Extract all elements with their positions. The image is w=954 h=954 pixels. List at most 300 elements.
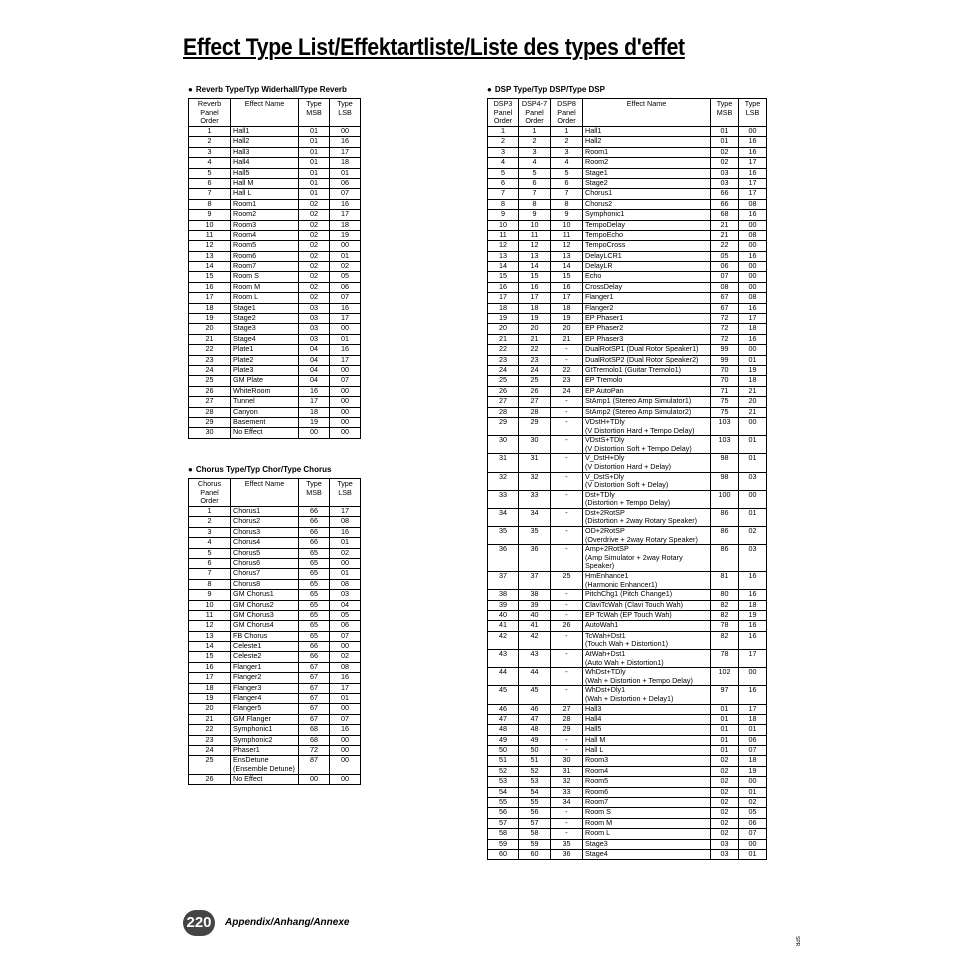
table-cell: 59	[488, 839, 519, 849]
table-cell: 66	[299, 517, 330, 527]
table-row	[189, 774, 361, 784]
table-row	[189, 314, 361, 324]
table-cell: 5	[189, 548, 231, 558]
table-cell: 01	[330, 569, 361, 579]
table-cell: 87	[299, 756, 330, 774]
table-cell: 49	[519, 735, 551, 745]
table-cell: 21	[711, 220, 739, 230]
table-cell: 02	[711, 158, 739, 168]
table-cell: 05	[330, 610, 361, 620]
table-cell: 65	[299, 610, 330, 620]
table-cell	[583, 417, 711, 435]
table-cell: Symphonic1	[583, 210, 711, 220]
table-cell: 11	[189, 230, 231, 240]
table-row	[488, 282, 767, 292]
table-row	[488, 314, 767, 324]
table-row	[189, 199, 361, 209]
table-row	[488, 251, 767, 261]
table-cell: 82	[711, 611, 739, 621]
table-cell: 11	[488, 230, 519, 240]
table-cell: PitchChg1 (Pitch Change1)	[583, 590, 711, 600]
table-cell: Stage1	[583, 168, 711, 178]
table-cell: 1	[551, 127, 583, 137]
table-cell: Room3	[231, 220, 299, 230]
table-cell: 34	[488, 508, 519, 526]
table-cell: 16	[189, 282, 231, 292]
table-cell: No Effect	[231, 428, 299, 438]
table-cell: 24	[189, 365, 231, 375]
cell-line: (Distortion + 2way Rotary Speaker)	[585, 516, 698, 526]
cell-line: (Harmonic Enhancer1)	[585, 579, 658, 589]
table-cell: 24	[189, 745, 231, 755]
table-cell: Hall1	[231, 127, 299, 137]
table-cell: 46	[488, 704, 519, 714]
table-row	[189, 590, 361, 600]
table-cell: -	[551, 545, 583, 572]
table-cell: Plate1	[231, 345, 299, 355]
table-cell: 00	[739, 668, 767, 686]
table-cell: Symphonic1	[231, 725, 299, 735]
table-row	[488, 818, 767, 828]
table-cell: 01	[739, 725, 767, 735]
table-cell: 17	[739, 314, 767, 324]
table-cell: 03	[299, 334, 330, 344]
table-cell: -	[551, 590, 583, 600]
table-cell: 27	[551, 704, 583, 714]
table-cell: 19	[330, 230, 361, 240]
table-cell: 6	[488, 178, 519, 188]
table-cell: 53	[488, 777, 519, 787]
table-row	[488, 293, 767, 303]
table-cell: 36	[551, 850, 583, 860]
cell-line: TcWah+Dst1	[585, 631, 626, 640]
table-cell: 6	[189, 558, 231, 568]
table-cell: 00	[739, 282, 767, 292]
table-cell: Hall4	[231, 158, 299, 168]
table-cell: 02	[330, 548, 361, 558]
table-cell: 01	[711, 127, 739, 137]
table-cell: -	[551, 472, 583, 490]
cell-line: V_DstH+Dly	[585, 453, 625, 463]
table-cell: 17	[330, 314, 361, 324]
table-cell: 67	[299, 673, 330, 683]
table-cell: 10	[189, 220, 231, 230]
table-cell: 08	[739, 199, 767, 209]
table-cell: 86	[711, 527, 739, 545]
table-cell: 28	[189, 407, 231, 417]
table-cell: 33	[488, 490, 519, 508]
table-cell: 16	[299, 386, 330, 396]
table-cell: 02	[739, 798, 767, 808]
table-row	[488, 137, 767, 147]
cell-line: VDstS+TDly	[585, 435, 625, 445]
table-cell: -	[551, 631, 583, 649]
table-cell: 07	[739, 829, 767, 839]
table-cell: -	[551, 611, 583, 621]
table-row	[488, 649, 767, 667]
table-cell: Room4	[231, 230, 299, 240]
table-cell: Flanger4	[231, 694, 299, 704]
table-cell: 01	[739, 787, 767, 797]
table-cell: 16	[739, 572, 767, 590]
table-cell: 60	[519, 850, 551, 860]
table-row	[189, 178, 361, 188]
header-panel-order: Reverb Panel Order	[189, 99, 231, 127]
cell-line: (V Distortion Soft + Tempo Delay)	[585, 443, 692, 453]
table-cell: 02	[711, 829, 739, 839]
table-cell: EP AutoPan	[583, 386, 711, 396]
table-cell: 33	[519, 490, 551, 508]
table-cell: 18	[519, 303, 551, 313]
table-cell: 8	[551, 199, 583, 209]
table-cell: 08	[330, 517, 361, 527]
table-cell: 103	[711, 417, 739, 435]
table-cell: 51	[488, 756, 519, 766]
table-cell: 00	[330, 241, 361, 251]
table-row	[488, 199, 767, 209]
table-cell: 7	[189, 569, 231, 579]
table-cell: 16	[488, 282, 519, 292]
table-cell: 03	[711, 168, 739, 178]
chorus-section	[188, 465, 361, 785]
table-cell: StAmp2 (Stereo Amp Simulator2)	[583, 407, 711, 417]
table-cell: 03	[739, 545, 767, 572]
table-cell: Hall M	[583, 735, 711, 745]
table-row	[189, 704, 361, 714]
table-row	[488, 345, 767, 355]
table-cell: 15	[551, 272, 583, 282]
table-cell: 00	[330, 397, 361, 407]
table-cell: 03	[711, 178, 739, 188]
table-cell: 03	[711, 850, 739, 860]
table-cell: 34	[551, 798, 583, 808]
table-cell: 17	[739, 649, 767, 667]
table-row	[488, 158, 767, 168]
table-cell: 37	[519, 572, 551, 590]
table-cell: 17	[189, 673, 231, 683]
table-cell: 02	[299, 293, 330, 303]
table-cell: -	[551, 490, 583, 508]
table-cell: 17	[739, 189, 767, 199]
cell-line: WhDst+Dly1	[585, 685, 626, 695]
table-cell: 17	[739, 178, 767, 188]
table-cell: 16	[739, 303, 767, 313]
table-cell: Symphonic2	[231, 735, 299, 745]
table-cell: 02	[299, 230, 330, 240]
table-cell: Hall L	[231, 189, 299, 199]
table-row	[189, 428, 361, 438]
table-cell: 00	[299, 774, 330, 784]
table-row	[488, 454, 767, 472]
table-cell: 5	[488, 168, 519, 178]
table-cell: 11	[551, 230, 583, 240]
table-cell: 16	[739, 210, 767, 220]
table-cell: 32	[488, 472, 519, 490]
table-cell: 57	[488, 818, 519, 828]
table-cell: 31	[519, 454, 551, 472]
table-cell: 00	[739, 777, 767, 787]
table-cell: 05	[711, 251, 739, 261]
table-row	[189, 262, 361, 272]
table-row	[189, 527, 361, 537]
table-cell: 21	[711, 230, 739, 240]
table-cell: 56	[519, 808, 551, 818]
table-cell: 10	[488, 220, 519, 230]
table-cell: 03	[299, 324, 330, 334]
cell-line: Amp+2RotSP	[585, 544, 629, 554]
table-cell: -	[551, 345, 583, 355]
table-cell: Flanger2	[583, 303, 711, 313]
table-cell: 23	[189, 735, 231, 745]
table-cell: 01	[330, 694, 361, 704]
table-cell: 1	[488, 127, 519, 137]
table-row	[189, 548, 361, 558]
table-cell: 3	[551, 147, 583, 157]
table-cell: -	[551, 686, 583, 704]
table-row	[488, 839, 767, 849]
table-cell: Hall1	[583, 127, 711, 137]
table-cell: GtTremolo1 (Guitar Tremolo1)	[583, 365, 711, 375]
table-cell: 26	[488, 386, 519, 396]
table-cell: 18	[299, 407, 330, 417]
table-cell: Canyon	[231, 407, 299, 417]
table-cell	[583, 545, 711, 572]
table-cell: 75	[711, 407, 739, 417]
table-row	[488, 714, 767, 724]
table-cell: 66	[299, 652, 330, 662]
table-cell: 18	[330, 220, 361, 230]
table-cell: 02	[711, 818, 739, 828]
table-row	[488, 766, 767, 776]
table-cell: DelayLR	[583, 262, 711, 272]
header-dsp3-order: DSP3 Panel Order	[488, 99, 519, 127]
table-cell: Room6	[583, 787, 711, 797]
table-cell: 27	[488, 397, 519, 407]
table-cell: 36	[519, 545, 551, 572]
reverb-title-text: Reverb Type/Typ Widerhall/Type Reverb	[195, 85, 347, 94]
table-cell: 21	[551, 334, 583, 344]
table-cell: EP Phaser2	[583, 324, 711, 334]
header-effect-name: Effect Name	[231, 99, 299, 127]
table-cell: 30	[551, 756, 583, 766]
table-cell: Hall3	[583, 704, 711, 714]
table-row	[488, 725, 767, 735]
table-cell: 67	[711, 303, 739, 313]
table-cell: 19	[739, 365, 767, 375]
table-row	[189, 683, 361, 693]
table-row	[189, 745, 361, 755]
table-cell: TempoDelay	[583, 220, 711, 230]
table-cell: 6	[189, 178, 231, 188]
table-cell: 86	[711, 545, 739, 572]
table-cell: 16	[330, 303, 361, 313]
table-cell: 03	[711, 839, 739, 849]
table-cell: 17	[551, 293, 583, 303]
header-type-lsb: Type LSB	[330, 479, 361, 507]
dsp-title-text: DSP Type/Typ DSP/Type DSP	[494, 85, 605, 94]
table-cell: 27	[519, 397, 551, 407]
table-cell: 11	[519, 230, 551, 240]
table-cell: 20	[488, 324, 519, 334]
table-cell: 66	[711, 189, 739, 199]
table-cell: 68	[299, 735, 330, 745]
table-cell: 13	[519, 251, 551, 261]
table-cell: 27	[189, 397, 231, 407]
table-cell: 02	[711, 147, 739, 157]
table-cell: 39	[488, 600, 519, 610]
table-cell: 71	[711, 386, 739, 396]
table-cell: 55	[519, 798, 551, 808]
table-cell: 36	[488, 545, 519, 572]
table-cell: 02	[711, 766, 739, 776]
table-cell: 08	[330, 579, 361, 589]
table-row	[189, 507, 361, 517]
table-cell: CrossDelay	[583, 282, 711, 292]
header-type-lsb: Type LSB	[739, 99, 767, 127]
table-cell: 02	[330, 262, 361, 272]
table-cell: 29	[189, 417, 231, 427]
table-cell: 01	[711, 725, 739, 735]
table-cell: 03	[299, 314, 330, 324]
table-cell: 02	[299, 220, 330, 230]
table-cell: 37	[488, 572, 519, 590]
table-row	[189, 735, 361, 745]
table-cell: 14	[519, 262, 551, 272]
table-cell: 72	[711, 314, 739, 324]
table-row	[488, 527, 767, 545]
table-cell: -	[551, 397, 583, 407]
header-type-msb: Type MSB	[299, 99, 330, 127]
cell-line: Speaker)	[585, 561, 615, 571]
table-cell: 00	[330, 386, 361, 396]
table-row	[189, 334, 361, 344]
table-cell: Hall3	[231, 147, 299, 157]
table-cell: 17	[488, 293, 519, 303]
table-cell: 68	[711, 210, 739, 220]
table-cell	[583, 490, 711, 508]
table-cell: 13	[189, 631, 231, 641]
table-cell: 18	[739, 714, 767, 724]
table-cell: GM Chorus1	[231, 590, 299, 600]
table-cell: 19	[189, 314, 231, 324]
table-cell: 13	[551, 251, 583, 261]
table-row	[189, 558, 361, 568]
table-row	[488, 590, 767, 600]
table-cell: Flanger1	[583, 293, 711, 303]
table-row	[189, 579, 361, 589]
table-cell: 02	[711, 787, 739, 797]
table-cell: Stage1	[231, 303, 299, 313]
chorus-section-title	[188, 465, 361, 475]
table-row	[189, 210, 361, 220]
table-row	[488, 241, 767, 251]
table-cell: 38	[488, 590, 519, 600]
table-cell: EnsDetune (Ensemble Detune)	[231, 756, 299, 774]
table-cell: 21	[488, 334, 519, 344]
table-cell: Stage2	[583, 178, 711, 188]
table-cell	[583, 508, 711, 526]
table-cell: 55	[488, 798, 519, 808]
bullet-icon: ●	[188, 465, 193, 474]
table-cell: Room7	[231, 262, 299, 272]
chorus-table	[188, 478, 361, 785]
table-cell: Tunnel	[231, 397, 299, 407]
table-row	[488, 686, 767, 704]
table-cell: 06	[330, 621, 361, 631]
cell-line: HmEnhance1	[585, 571, 629, 581]
table-cell: 24	[519, 365, 551, 375]
table-cell: 40	[519, 611, 551, 621]
table-row	[189, 251, 361, 261]
table-cell: 30	[488, 436, 519, 454]
table-cell: Room S	[231, 272, 299, 282]
table-cell: 02	[739, 527, 767, 545]
table-cell: 98	[711, 454, 739, 472]
table-cell: Room M	[231, 282, 299, 292]
table-cell: Basement	[231, 417, 299, 427]
table-cell: 33	[551, 787, 583, 797]
table-cell: Chorus7	[231, 569, 299, 579]
table-cell: 1	[189, 127, 231, 137]
table-row	[189, 345, 361, 355]
table-cell: Chorus4	[231, 538, 299, 548]
table-cell: 81	[711, 572, 739, 590]
table-cell: Flanger2	[231, 673, 299, 683]
table-cell: 54	[488, 787, 519, 797]
table-cell: 99	[711, 355, 739, 365]
table-cell: 08	[711, 282, 739, 292]
table-cell: 15	[189, 272, 231, 282]
table-cell: 15	[519, 272, 551, 282]
table-cell: 16	[189, 662, 231, 672]
table-cell: 08	[739, 293, 767, 303]
table-cell: 07	[330, 189, 361, 199]
table-cell: 02	[330, 652, 361, 662]
table-cell: 18	[739, 376, 767, 386]
table-cell: 26	[189, 386, 231, 396]
table-cell: DualRotSP2 (Dual Rotor Speaker2)	[583, 355, 711, 365]
table-cell: 67	[299, 662, 330, 672]
table-cell: StAmp1 (Stereo Amp Simulator1)	[583, 397, 711, 407]
table-cell: Hall L	[583, 746, 711, 756]
cell-line: (Auto Wah + Distortion1)	[585, 657, 664, 667]
table-cell: 16	[330, 725, 361, 735]
table-cell: 50	[488, 746, 519, 756]
table-cell: Chorus8	[231, 579, 299, 589]
table-cell: 28	[551, 714, 583, 724]
table-cell: 66	[299, 507, 330, 517]
table-cell	[583, 436, 711, 454]
table-cell: 01	[330, 538, 361, 548]
table-cell: 17	[519, 293, 551, 303]
table-cell: 41	[488, 621, 519, 631]
cell-line: (Wah + Distortion + Tempo Delay)	[585, 675, 693, 685]
table-cell: 1	[189, 507, 231, 517]
header-type-lsb: Type LSB	[330, 99, 361, 127]
table-cell: 02	[299, 262, 330, 272]
table-cell: 34	[519, 508, 551, 526]
table-cell: Chorus2	[583, 199, 711, 209]
table-cell: 78	[711, 621, 739, 631]
table-row	[488, 272, 767, 282]
table-cell: 24	[551, 386, 583, 396]
table-cell: 67	[299, 714, 330, 724]
table-cell: 48	[488, 725, 519, 735]
table-cell: 65	[299, 631, 330, 641]
table-cell: 66	[299, 642, 330, 652]
table-cell: 40	[488, 611, 519, 621]
table-cell: 1	[519, 127, 551, 137]
